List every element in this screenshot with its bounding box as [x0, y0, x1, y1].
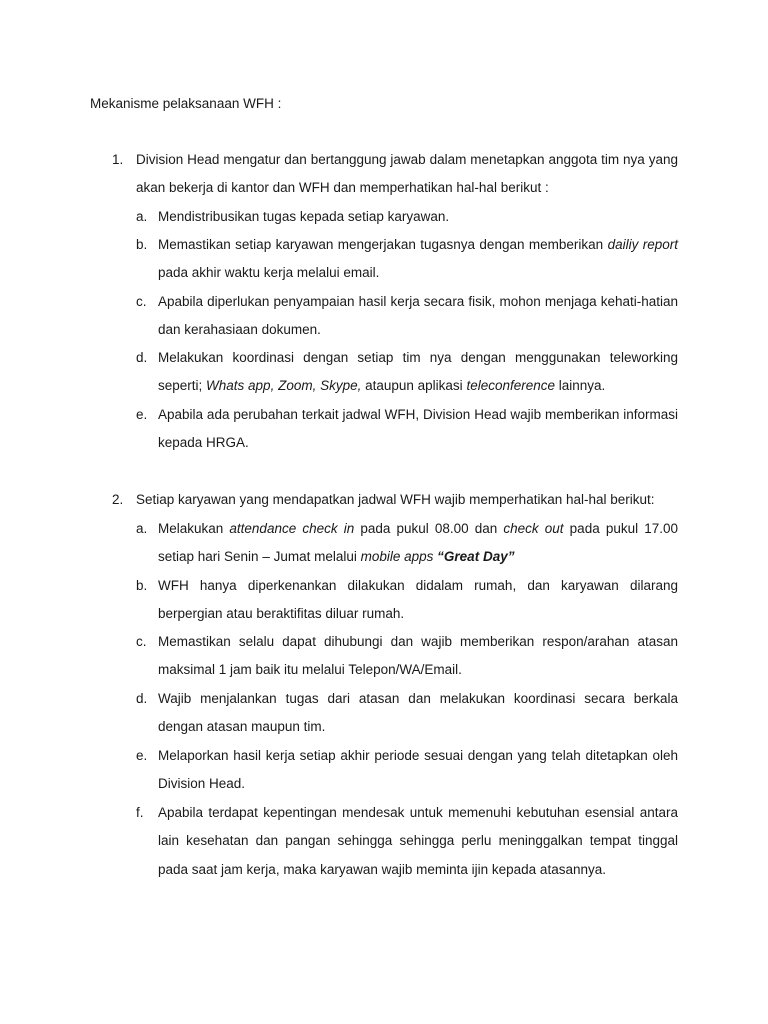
- list-item-italic-term: mobile apps: [360, 549, 434, 565]
- list-item-letter: f.: [136, 805, 144, 820]
- list-item-italic-term: attendance check in: [229, 521, 355, 536]
- list-item-text-part: lainnya.: [555, 378, 606, 394]
- list-item-letter: c.: [136, 634, 147, 649]
- list-item-letter: e.: [136, 748, 148, 763]
- list-item-text: [158, 288, 678, 345]
- list-item-text: [158, 628, 678, 685]
- list-item-letter: a.: [136, 521, 148, 536]
- list-item-italic-term: teleconference: [466, 378, 555, 394]
- list-item-italic-term: Whats app, Zoom, Skype,: [206, 378, 362, 394]
- section-number: 1.: [112, 152, 124, 167]
- list-item-letter: c.: [136, 294, 147, 309]
- list-item-text: [158, 344, 678, 401]
- list-item-text-part: Apabila ada perubahan terkait jadwal WFH, Division Head wajib memberikan informasi kepada HRGA.: [158, 407, 678, 451]
- list-item-letter: a.: [136, 209, 148, 224]
- list-item-text-part: Wajib menjalankan tugas dari atasan dan melakukan koordinasi secara berkala dengan atasan maupun tim.: [158, 691, 678, 735]
- list-item-text: [158, 401, 678, 458]
- list-item-text: [158, 515, 678, 572]
- list-item-text: [158, 685, 678, 742]
- list-item-letter: d.: [136, 691, 148, 706]
- section-1-text: [136, 146, 678, 203]
- list-item-text-part: Apabila terdapat kepentingan mendesak untuk memenuhi kebutuhan esensial antara lain kesehatan dan pangan sehingga sehingga perlu meninggalkan tempat tinggal pada saat jam kerja, maka karyawan wajib meminta ijin kepada atasannya.: [158, 805, 678, 877]
- list-item-text-part: ataupun aplikasi: [361, 378, 467, 394]
- list-item-text: [158, 572, 678, 629]
- list-item-text-part: Memastikan setiap karyawan mengerjakan tugasnya dengan memberikan: [158, 237, 608, 252]
- list-item-text: [158, 799, 678, 884]
- page-title: Mekanisme pelaksanaan WFH :: [90, 96, 282, 111]
- list-item-letter: b.: [136, 237, 148, 252]
- list-item-bold-app-name: “Great Day”: [437, 549, 515, 565]
- section-1-line-2: akan bekerja di kantor dan WFH dan memperhatikan hal-hal berikut :: [136, 180, 549, 196]
- list-item-italic-term: check out: [503, 521, 564, 536]
- list-item-letter: d.: [136, 350, 148, 365]
- list-item-italic-term: dailiy report: [607, 237, 678, 252]
- list-item-text: [158, 742, 678, 799]
- list-item-letter: b.: [136, 578, 148, 593]
- list-item-text-part: Apabila diperlukan penyampaian hasil kerja secara fisik, mohon menjaga kehati-hatian dan kerahasiaan dokumen.: [158, 294, 678, 338]
- list-item-text: [158, 203, 678, 231]
- list-item-text-part: Melakukan koordinasi dengan setiap tim nya dengan menggunakan teleworking seperti;: [158, 350, 678, 394]
- list-item-text-part: Melaporkan hasil kerja setiap akhir periode sesuai dengan yang telah ditetapkan oleh Division Head.: [158, 748, 678, 792]
- list-item-text-part: pada akhir waktu kerja melalui email.: [158, 265, 380, 281]
- list-item-text-part: Memastikan selalu dapat dihubungi dan wajib memberikan respon/arahan atasan maksimal 1 jam baik itu melalui Telepon/WA/Email.: [158, 634, 678, 678]
- section-number: 2.: [112, 492, 124, 507]
- list-item-text: [158, 231, 678, 288]
- list-item-text-part: pada pukul 08.00 dan: [354, 521, 504, 536]
- list-item-text-part: WFH hanya diperkenankan dilakukan didalam rumah, dan karyawan dilarang berpergian atau beraktifitas diluar rumah.: [158, 578, 678, 622]
- list-item-text-part: Melakukan: [158, 521, 230, 536]
- section-1-line-1: Division Head mengatur dan bertanggung jawab dalam menetapkan anggota tim nya yang: [136, 152, 678, 167]
- list-item-letter: e.: [136, 407, 148, 422]
- section-2-text: Setiap karyawan yang mendapatkan jadwal WFH wajib memperhatikan hal-hal berikut:: [136, 492, 655, 507]
- list-item-text-part: Mendistribusikan tugas kepada setiap karyawan.: [158, 209, 450, 224]
- list-item-text-part: pada pukul 17.00 setiap hari Senin – Jumat melalui: [158, 521, 678, 565]
